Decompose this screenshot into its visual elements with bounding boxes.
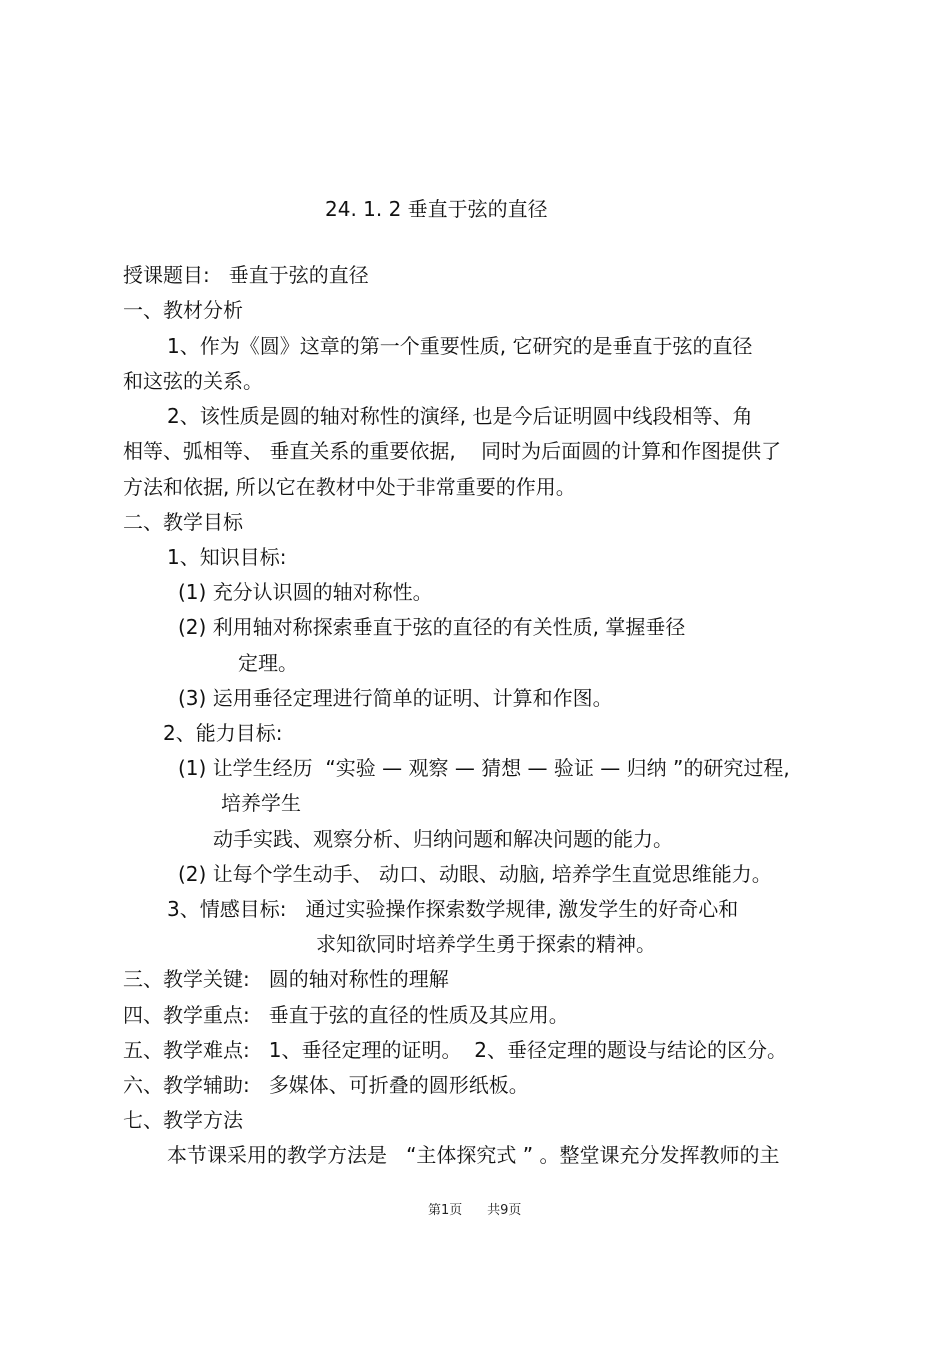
section-heading: 五、教学难点: 1、垂径定理的证明。 2、垂径定理的题设与结论的区分。 (123, 1038, 787, 1062)
text-line: 方法和依据, 所以它在教材中处于非常重要的作用。 (123, 475, 576, 499)
text-line: (2) 让每个学生动手、 动口、动眼、动脑, 培养学生直觉思维能力。 (178, 862, 772, 886)
section-heading: 一、教材分析 (123, 298, 243, 322)
text-line: (1) 让学生经历 “实验 — 观察 — 猜想 — 验证 — 归纳 ”的研究过程, (178, 756, 790, 780)
section-heading: 二、教学目标 (123, 510, 243, 534)
page-footer: 第1页 共9页 (428, 1203, 522, 1218)
text-line: (1) 充分认识圆的轴对称性。 (178, 580, 433, 604)
section-heading: 六、教学辅助: 多媒体、可折叠的圆形纸板。 (123, 1073, 529, 1097)
text-line: 2、该性质是圆的轴对称性的演绎, 也是今后证明圆中线段相等、角 (167, 404, 753, 428)
text-line: 1、知识目标: (167, 545, 287, 569)
text-line: 定理。 (238, 651, 298, 675)
text-line: (2) 利用轴对称探索垂直于弦的直径的有关性质, 掌握垂径 (178, 615, 686, 639)
text-line: 求知欲同时培养学生勇于探索的精神。 (316, 932, 656, 956)
text-line: 和这弦的关系。 (123, 369, 263, 393)
section-heading: 三、教学关键: 圆的轴对称性的理解 (123, 967, 449, 991)
text-line: 2、能力目标: (163, 721, 283, 745)
text-line: (3) 运用垂径定理进行简单的证明、计算和作图。 (178, 686, 613, 710)
section-heading: 四、教学重点: 垂直于弦的直径的性质及其应用。 (123, 1003, 569, 1027)
section-heading: 七、教学方法 (123, 1108, 243, 1132)
text-line: 3、情感目标: 通过实验操作探索数学规律, 激发学生的好奇心和 (167, 897, 739, 921)
text-line: 动手实践、观察分析、归纳问题和解决问题的能力。 (213, 827, 673, 851)
text-line: 本节课采用的教学方法是 “主体探究式 ” 。整堂课充分发挥教师的主 (167, 1143, 780, 1167)
document-title: 24. 1. 2 垂直于弦的直径 (325, 197, 548, 221)
text-line: 1、作为《圆》这章的第一个重要性质, 它研究的是垂直于弦的直径 (167, 334, 753, 358)
text-line: 相等、弧相等、 垂直关系的重要依据, 同时为后面圆的计算和作图提供了 (123, 439, 782, 463)
text-line: 授课题目: 垂直于弦的直径 (123, 263, 369, 287)
text-line: 培养学生 (221, 791, 301, 815)
